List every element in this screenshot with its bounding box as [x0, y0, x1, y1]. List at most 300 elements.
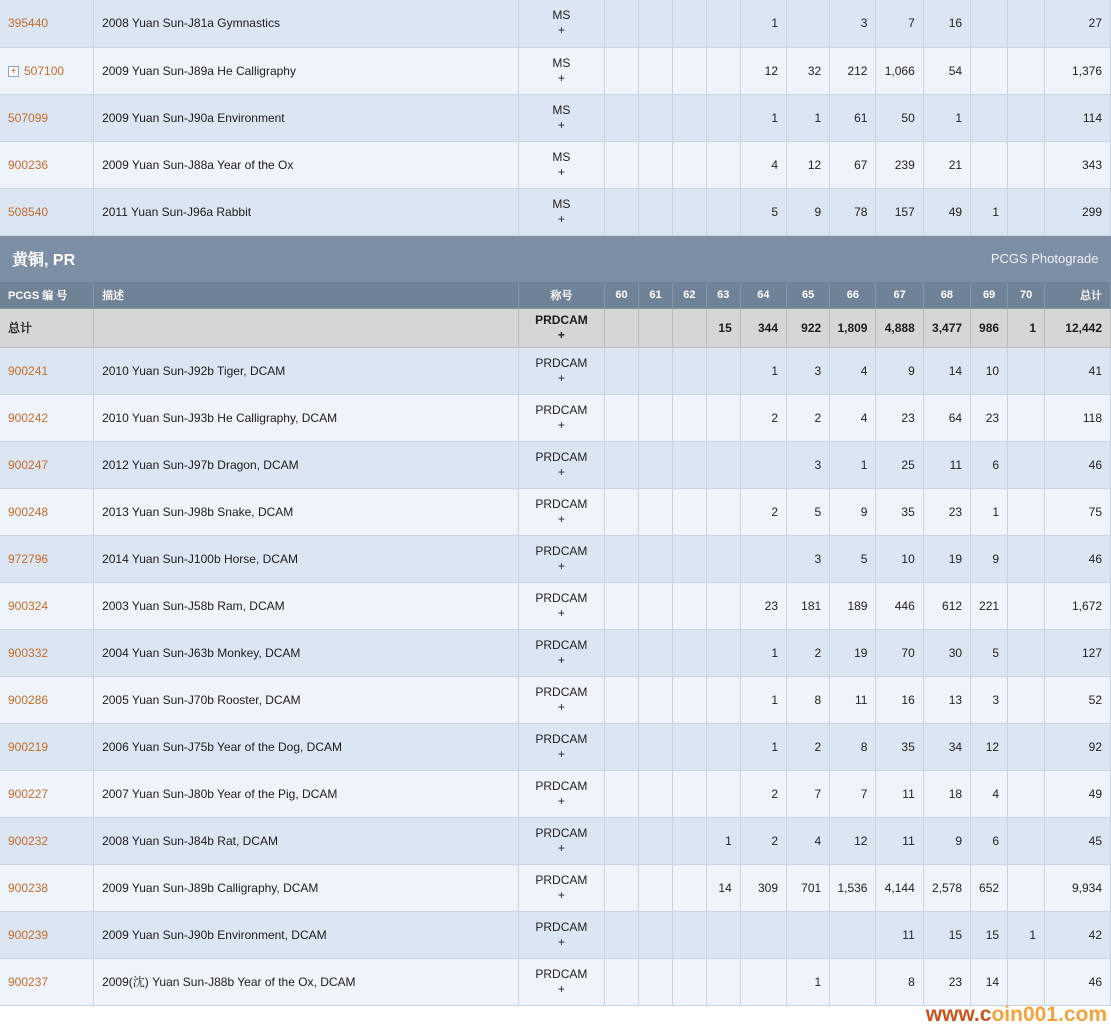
- row-grade-67: 4,144: [876, 864, 923, 911]
- row-grade-60: [605, 582, 639, 629]
- row-grade-60: [605, 394, 639, 441]
- row-grade-65: [787, 911, 830, 958]
- row-grade-63: 1: [706, 817, 740, 864]
- expand-icon[interactable]: +: [8, 66, 19, 77]
- row-grade-65: 3: [787, 441, 830, 488]
- row-pcgs-number[interactable]: [0, 188, 94, 235]
- row-grade-60: [605, 0, 639, 47]
- row-total: 92: [1045, 723, 1111, 770]
- table-row: [0, 911, 1111, 958]
- table-row: [0, 394, 1111, 441]
- row-grade-61: [639, 629, 673, 676]
- row-grade-68: 2,578: [923, 864, 970, 911]
- row-grade-65: 3: [787, 347, 830, 394]
- row-grade-68: 21: [923, 141, 970, 188]
- section-title: 黄铜, PR: [12, 252, 76, 269]
- totals-grade-60: [605, 308, 639, 347]
- row-description: 2011 Yuan Sun-J96a Rabbit: [94, 188, 519, 235]
- totals-grade-68: 3,477: [923, 308, 970, 347]
- row-total: 52: [1045, 676, 1111, 723]
- watermark-part1: www.c: [925, 1003, 992, 1026]
- row-grade-68: 18: [923, 770, 970, 817]
- row-grade-65: 2: [787, 629, 830, 676]
- row-total: 45: [1045, 817, 1111, 864]
- row-total: 114: [1045, 94, 1111, 141]
- totals-description: [94, 308, 519, 347]
- row-designation-text: MS: [552, 196, 571, 211]
- row-grade-70: [1008, 188, 1045, 235]
- row-designation-text: PRDCAM: [535, 778, 588, 793]
- row-designation-plus: +: [557, 605, 565, 620]
- row-designation-text: PRDCAM: [535, 496, 588, 511]
- row-grade-69: 5: [971, 629, 1008, 676]
- row-grade-60: [605, 770, 639, 817]
- table-row: [0, 347, 1111, 394]
- row-grade-60: [605, 47, 639, 94]
- row-pcgs-number-text[interactable]: 900242: [8, 410, 49, 425]
- row-pcgs-number[interactable]: [0, 0, 94, 47]
- row-grade-63: [706, 723, 740, 770]
- row-grade-66: 189: [830, 582, 876, 629]
- row-pcgs-number-text[interactable]: 900227: [8, 786, 49, 801]
- row-description: 2009(沈) Yuan Sun-J88b Year of the Ox, DCAM: [94, 958, 519, 1005]
- row-designation-plus: +: [557, 370, 565, 385]
- row-grade-65: 2: [787, 394, 830, 441]
- column-header-total[interactable]: 总计: [1045, 282, 1111, 308]
- row-grade-64: 2: [740, 394, 786, 441]
- row-total: 1,672: [1045, 582, 1111, 629]
- row-grade-65: 1: [787, 958, 830, 1005]
- totals-grade-70: 1: [1008, 308, 1045, 347]
- row-grade-69: 6: [971, 817, 1008, 864]
- row-grade-60: [605, 911, 639, 958]
- table-row: [0, 864, 1111, 911]
- row-grade-68: 49: [923, 188, 970, 235]
- row-grade-67: 25: [876, 441, 923, 488]
- row-designation-plus: +: [557, 699, 565, 714]
- totals-grade-69: 986: [971, 308, 1008, 347]
- row-grade-69: 652: [971, 864, 1008, 911]
- row-grade-70: [1008, 629, 1045, 676]
- row-grade-63: [706, 629, 740, 676]
- row-pcgs-number[interactable]: [0, 770, 94, 817]
- row-grade-62: [672, 188, 706, 235]
- row-grade-63: [706, 770, 740, 817]
- row-grade-70: [1008, 582, 1045, 629]
- totals-grade-63: 15: [706, 308, 740, 347]
- row-grade-66: 4: [830, 394, 876, 441]
- row-pcgs-number-text[interactable]: 900232: [8, 833, 49, 848]
- row-grade-64: 12: [740, 47, 786, 94]
- row-grade-66: 78: [830, 188, 876, 235]
- row-grade-69: [971, 94, 1008, 141]
- row-grade-65: 7: [787, 770, 830, 817]
- table-row: [0, 582, 1111, 629]
- row-grade-65: 32: [787, 47, 830, 94]
- row-grade-68: 11: [923, 441, 970, 488]
- row-grade-62: [672, 535, 706, 582]
- row-grade-67: 11: [876, 911, 923, 958]
- row-grade-64: 1: [740, 629, 786, 676]
- row-designation-text: PRDCAM: [535, 637, 588, 652]
- section-header-group: [0, 235, 1111, 347]
- row-pcgs-number-text[interactable]: 900238: [8, 880, 49, 895]
- row-grade-69: 23: [971, 394, 1008, 441]
- row-grade-67: 446: [876, 582, 923, 629]
- row-grade-68: 9: [923, 817, 970, 864]
- row-grade-67: 50: [876, 94, 923, 141]
- row-grade-70: [1008, 94, 1045, 141]
- row-pcgs-number[interactable]: [0, 441, 94, 488]
- row-grade-64: 2: [740, 817, 786, 864]
- table-row: [0, 47, 1111, 94]
- row-designation-text: PRDCAM: [535, 355, 588, 370]
- row-grade-60: [605, 188, 639, 235]
- row-pcgs-number[interactable]: [0, 817, 94, 864]
- row-grade-66: 1: [830, 441, 876, 488]
- row-grade-68: 13: [923, 676, 970, 723]
- row-designation-plus: +: [557, 746, 565, 761]
- row-pcgs-number-text[interactable]: 900248: [8, 504, 49, 519]
- row-grade-66: 61: [830, 94, 876, 141]
- row-total: 9,934: [1045, 864, 1111, 911]
- row-grade-64: 1: [740, 94, 786, 141]
- row-designation-plus: +: [557, 464, 565, 479]
- row-grade-65: 1: [787, 94, 830, 141]
- row-description: 2010 Yuan Sun-J93b He Calligraphy, DCAM: [94, 394, 519, 441]
- column-header-grade-67[interactable]: 67: [876, 282, 923, 308]
- row-grade-61: [639, 958, 673, 1005]
- row-grade-63: 14: [706, 864, 740, 911]
- row-grade-60: [605, 441, 639, 488]
- row-grade-65: 3: [787, 535, 830, 582]
- row-grade-64: 4: [740, 141, 786, 188]
- row-pcgs-number[interactable]: [0, 582, 94, 629]
- row-designation-text: PRDCAM: [535, 402, 588, 417]
- column-header-grade-68[interactable]: 68: [923, 282, 970, 308]
- row-description: 2009 Yuan Sun-J90b Environment, DCAM: [94, 911, 519, 958]
- row-grade-63: [706, 958, 740, 1005]
- row-pcgs-number-text[interactable]: 395440: [8, 16, 49, 31]
- row-designation: [518, 770, 604, 817]
- row-total: 49: [1045, 770, 1111, 817]
- row-grade-70: [1008, 141, 1045, 188]
- row-grade-64: [740, 958, 786, 1005]
- row-pcgs-number-text[interactable]: 972796: [8, 551, 49, 566]
- row-grade-66: 5: [830, 535, 876, 582]
- row-designation-plus: +: [557, 558, 565, 573]
- row-grade-67: 157: [876, 188, 923, 235]
- row-grade-68: 16: [923, 0, 970, 47]
- row-pcgs-number[interactable]: [0, 864, 94, 911]
- row-grade-60: [605, 676, 639, 723]
- row-total: 75: [1045, 488, 1111, 535]
- row-grade-70: [1008, 817, 1045, 864]
- row-grade-69: 3: [971, 676, 1008, 723]
- row-grade-67: 35: [876, 723, 923, 770]
- row-grade-66: 12: [830, 817, 876, 864]
- column-header-grade-60[interactable]: 60: [605, 282, 639, 308]
- row-pcgs-number[interactable]: [0, 141, 94, 188]
- row-grade-63: [706, 0, 740, 47]
- row-description: 2008 Yuan Sun-J81a Gymnastics: [94, 0, 519, 47]
- row-pcgs-number-text[interactable]: 507099: [8, 110, 49, 125]
- row-grade-61: [639, 141, 673, 188]
- row-grade-64: 2: [740, 488, 786, 535]
- totals-grade-65: 922: [787, 308, 830, 347]
- row-pcgs-number-text[interactable]: 507100: [24, 63, 65, 78]
- row-grade-63: [706, 535, 740, 582]
- row-grade-63: [706, 94, 740, 141]
- row-pcgs-number-text[interactable]: 900237: [8, 974, 49, 989]
- table-row: [0, 141, 1111, 188]
- row-grade-60: [605, 94, 639, 141]
- row-grade-67: 11: [876, 770, 923, 817]
- totals-total: 12,442: [1045, 308, 1111, 347]
- row-pcgs-number-text[interactable]: 900241: [8, 363, 49, 378]
- row-description: 2014 Yuan Sun-J100b Horse, DCAM: [94, 535, 519, 582]
- row-grade-63: [706, 488, 740, 535]
- row-grade-61: [639, 770, 673, 817]
- row-grade-69: 1: [971, 488, 1008, 535]
- row-grade-60: [605, 347, 639, 394]
- row-total: 46: [1045, 535, 1111, 582]
- row-grade-69: 12: [971, 723, 1008, 770]
- column-header-description[interactable]: 描述: [94, 282, 519, 308]
- row-grade-66: 9: [830, 488, 876, 535]
- photograde-label[interactable]: PCGS Photograde: [990, 251, 1099, 266]
- row-description: 2007 Yuan Sun-J80b Year of the Pig, DCAM: [94, 770, 519, 817]
- row-designation-plus: +: [557, 840, 565, 855]
- row-pcgs-number-text[interactable]: 900219: [8, 739, 49, 754]
- row-designation: [518, 535, 604, 582]
- row-grade-65: 9: [787, 188, 830, 235]
- row-grade-64: 1: [740, 676, 786, 723]
- row-description: 2013 Yuan Sun-J98b Snake, DCAM: [94, 488, 519, 535]
- row-grade-62: [672, 770, 706, 817]
- row-pcgs-number[interactable]: [0, 47, 94, 94]
- row-grade-60: [605, 817, 639, 864]
- row-designation: [518, 723, 604, 770]
- row-grade-70: [1008, 723, 1045, 770]
- row-grade-63: [706, 441, 740, 488]
- column-header-designation[interactable]: 称号: [518, 282, 604, 308]
- row-designation: [518, 141, 604, 188]
- row-grade-66: 7: [830, 770, 876, 817]
- row-grade-66: 3: [830, 0, 876, 47]
- totals-designation-text: PRDCAM: [535, 312, 588, 327]
- row-grade-64: [740, 441, 786, 488]
- row-grade-70: [1008, 676, 1045, 723]
- row-grade-61: [639, 864, 673, 911]
- row-grade-60: [605, 723, 639, 770]
- row-designation-text: MS: [552, 102, 571, 117]
- row-grade-62: [672, 958, 706, 1005]
- row-pcgs-number-text[interactable]: 900332: [8, 645, 49, 660]
- row-grade-61: [639, 441, 673, 488]
- totals-grade-67: 4,888: [876, 308, 923, 347]
- table-row: [0, 188, 1111, 235]
- row-pcgs-number-text[interactable]: 900239: [8, 927, 49, 942]
- row-designation-text: PRDCAM: [535, 684, 588, 699]
- row-grade-70: [1008, 0, 1045, 47]
- row-designation: [518, 394, 604, 441]
- row-grade-70: [1008, 488, 1045, 535]
- column-header-grade-64[interactable]: 64: [740, 282, 786, 308]
- row-designation-text: PRDCAM: [535, 966, 588, 981]
- row-designation-plus: +: [557, 934, 565, 949]
- row-grade-65: 4: [787, 817, 830, 864]
- row-grade-67: 7: [876, 0, 923, 47]
- row-grade-68: 15: [923, 911, 970, 958]
- row-grade-60: [605, 629, 639, 676]
- column-header-grade-70[interactable]: 70: [1008, 282, 1045, 308]
- row-grade-69: [971, 141, 1008, 188]
- row-designation-plus: +: [557, 70, 565, 85]
- column-header-grade-61[interactable]: 61: [639, 282, 673, 308]
- row-grade-66: 67: [830, 141, 876, 188]
- row-grade-64: [740, 535, 786, 582]
- row-grade-65: 5: [787, 488, 830, 535]
- table-row: [0, 94, 1111, 141]
- row-grade-61: [639, 676, 673, 723]
- row-total: 41: [1045, 347, 1111, 394]
- row-designation-text: PRDCAM: [535, 731, 588, 746]
- row-total: 127: [1045, 629, 1111, 676]
- row-grade-62: [672, 911, 706, 958]
- row-pcgs-number[interactable]: [0, 958, 94, 1005]
- row-pcgs-number-text[interactable]: 508540: [8, 204, 49, 219]
- row-pcgs-number[interactable]: [0, 629, 94, 676]
- row-designation-text: PRDCAM: [535, 919, 588, 934]
- row-grade-60: [605, 958, 639, 1005]
- row-pcgs-number-text[interactable]: 900247: [8, 457, 49, 472]
- row-pcgs-number-text[interactable]: 900236: [8, 157, 49, 172]
- row-grade-61: [639, 94, 673, 141]
- row-grade-68: 23: [923, 488, 970, 535]
- row-designation-plus: +: [557, 417, 565, 432]
- row-grade-66: 1,536: [830, 864, 876, 911]
- row-grade-61: [639, 582, 673, 629]
- column-header-pcgs-number[interactable]: PCGS 编 号: [0, 282, 94, 308]
- row-description: 2005 Yuan Sun-J70b Rooster, DCAM: [94, 676, 519, 723]
- row-grade-64: [740, 911, 786, 958]
- row-designation: [518, 347, 604, 394]
- row-grade-69: [971, 47, 1008, 94]
- row-grade-67: 239: [876, 141, 923, 188]
- row-grade-66: 212: [830, 47, 876, 94]
- row-grade-70: [1008, 535, 1045, 582]
- row-grade-61: [639, 535, 673, 582]
- row-description: 2009 Yuan Sun-J89a He Calligraphy: [94, 47, 519, 94]
- row-grade-65: 8: [787, 676, 830, 723]
- row-grade-62: [672, 0, 706, 47]
- row-grade-62: [672, 47, 706, 94]
- row-designation: [518, 47, 604, 94]
- row-designation: [518, 582, 604, 629]
- row-grade-62: [672, 488, 706, 535]
- column-header-grade-69[interactable]: 69: [971, 282, 1008, 308]
- row-grade-63: [706, 141, 740, 188]
- row-pcgs-number[interactable]: [0, 394, 94, 441]
- row-grade-70: [1008, 394, 1045, 441]
- row-designation-text: MS: [552, 55, 571, 70]
- row-grade-63: [706, 676, 740, 723]
- row-pcgs-number[interactable]: [0, 723, 94, 770]
- table-row: [0, 0, 1111, 47]
- row-grade-67: 9: [876, 347, 923, 394]
- row-designation-plus: +: [557, 23, 565, 38]
- row-total: 27: [1045, 0, 1111, 47]
- row-total: 46: [1045, 958, 1111, 1005]
- row-grade-67: 8: [876, 958, 923, 1005]
- row-pcgs-number[interactable]: [0, 347, 94, 394]
- row-pcgs-number[interactable]: [0, 94, 94, 141]
- row-description: 2010 Yuan Sun-J92b Tiger, DCAM: [94, 347, 519, 394]
- pr-table-body: [0, 347, 1111, 1005]
- row-grade-65: 12: [787, 141, 830, 188]
- row-grade-69: 1: [971, 188, 1008, 235]
- row-grade-62: [672, 441, 706, 488]
- row-designation: [518, 817, 604, 864]
- row-grade-70: [1008, 47, 1045, 94]
- row-grade-69: 6: [971, 441, 1008, 488]
- row-grade-67: 1,066: [876, 47, 923, 94]
- row-grade-63: [706, 394, 740, 441]
- row-pcgs-number[interactable]: [0, 676, 94, 723]
- row-grade-68: 64: [923, 394, 970, 441]
- row-pcgs-number[interactable]: [0, 911, 94, 958]
- row-designation-plus: +: [557, 511, 565, 526]
- column-header-grade-65[interactable]: 65: [787, 282, 830, 308]
- row-pcgs-number-text[interactable]: 900324: [8, 598, 49, 613]
- row-designation-text: PRDCAM: [535, 449, 588, 464]
- row-total: 42: [1045, 911, 1111, 958]
- row-pcgs-number[interactable]: [0, 535, 94, 582]
- row-grade-61: [639, 723, 673, 770]
- table-row: [0, 723, 1111, 770]
- row-designation-text: PRDCAM: [535, 825, 588, 840]
- column-header-grade-62[interactable]: 62: [672, 282, 706, 308]
- row-total: 1,376: [1045, 47, 1111, 94]
- column-header-grade-66[interactable]: 66: [830, 282, 876, 308]
- row-grade-61: [639, 394, 673, 441]
- row-grade-61: [639, 0, 673, 47]
- row-designation: [518, 188, 604, 235]
- row-total: 46: [1045, 441, 1111, 488]
- row-grade-65: [787, 0, 830, 47]
- row-pcgs-number[interactable]: [0, 488, 94, 535]
- row-grade-62: [672, 94, 706, 141]
- row-grade-63: [706, 188, 740, 235]
- table-row: [0, 488, 1111, 535]
- row-designation-plus: +: [557, 164, 565, 179]
- row-grade-64: 309: [740, 864, 786, 911]
- row-designation-plus: +: [557, 887, 565, 902]
- row-grade-67: 10: [876, 535, 923, 582]
- row-grade-70: [1008, 864, 1045, 911]
- row-grade-62: [672, 723, 706, 770]
- row-grade-69: 14: [971, 958, 1008, 1005]
- column-header-grade-63[interactable]: 63: [706, 282, 740, 308]
- row-pcgs-number-text[interactable]: 900286: [8, 692, 49, 707]
- row-description: 2012 Yuan Sun-J97b Dragon, DCAM: [94, 441, 519, 488]
- row-grade-60: [605, 864, 639, 911]
- row-grade-66: 19: [830, 629, 876, 676]
- row-grade-64: 1: [740, 347, 786, 394]
- row-designation: [518, 629, 604, 676]
- row-grade-63: [706, 582, 740, 629]
